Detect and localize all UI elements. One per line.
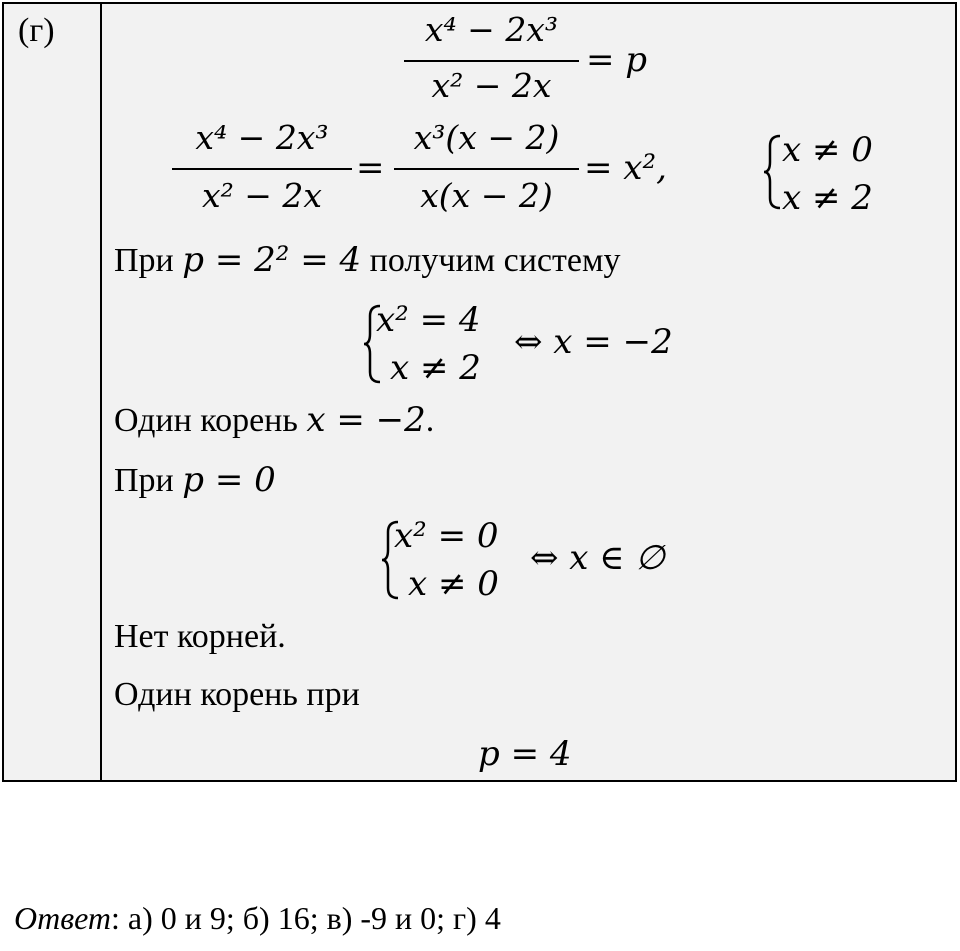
eq2-fraction-1: [172, 114, 352, 224]
line-one-root-at: Один корень при: [114, 676, 360, 713]
answer-line: [14, 900, 501, 937]
line-no-roots: Нет корней.: [114, 618, 286, 655]
line-one-root: [114, 400, 434, 440]
eq2-fraction-1-numerator: x⁴ − 2x³: [195, 118, 329, 157]
answer-text: : а) 0 и 9; б) 16; в) -9 и 0; г) 4: [111, 900, 501, 936]
system-1-result: ⇔ x = −2: [514, 322, 673, 362]
line-p0-prefix: При: [114, 462, 183, 499]
eq2-fraction-2-bar: [394, 168, 579, 170]
column-divider: [100, 4, 102, 780]
eq2-fraction-1-denominator: x² − 2x: [201, 176, 323, 215]
system-2-result: ⇔ x ∈ ∅: [530, 538, 665, 578]
line-one-root-prefix: Один корень: [114, 402, 307, 439]
line-p4-prefix: При: [114, 242, 183, 279]
eq2-fraction-2-numerator: x³(x − 2): [413, 118, 560, 157]
eq2-rhs: = x²,: [584, 148, 667, 188]
system-1-row-1: x² = 4: [376, 300, 481, 340]
system-2-row-2: x ≠ 0: [408, 564, 499, 604]
eq2-fraction-1-bar: [172, 168, 352, 170]
eq2-fraction-2-denominator: x(x − 2): [420, 176, 553, 215]
system-1-row-2: x ≠ 2: [390, 348, 481, 388]
final-p-value: p = 4: [478, 734, 572, 774]
line-p4-suffix: получим систему: [361, 242, 621, 279]
eq1-rhs: = p: [586, 40, 648, 80]
line-p-equals-4: [114, 240, 621, 280]
line-one-root-math: x = −2: [306, 400, 426, 440]
domain-condition-2: x ≠ 2: [782, 178, 873, 218]
system-2-row-1: x² = 0: [394, 516, 499, 556]
eq2-fraction-2: [394, 114, 579, 224]
line-one-root-suffix: .: [425, 402, 435, 439]
domain-brace-icon: [762, 134, 784, 210]
eq1-fraction-bar: [404, 60, 579, 62]
eq1-numerator: x⁴ − 2x³: [424, 10, 559, 49]
eq1-denominator: x² − 2x: [431, 66, 552, 105]
line-p0-math: p = 0: [182, 460, 276, 500]
eq2-equals: =: [356, 148, 385, 188]
solution-table: [2, 2, 957, 782]
line-p-equals-0: [114, 460, 276, 500]
eq1-fraction: [404, 10, 579, 110]
domain-condition-1: x ≠ 0: [782, 130, 873, 170]
answer-label: Ответ: [14, 900, 111, 936]
line-p4-math: p = 2² = 4: [182, 240, 362, 280]
part-label: (г): [18, 12, 55, 49]
